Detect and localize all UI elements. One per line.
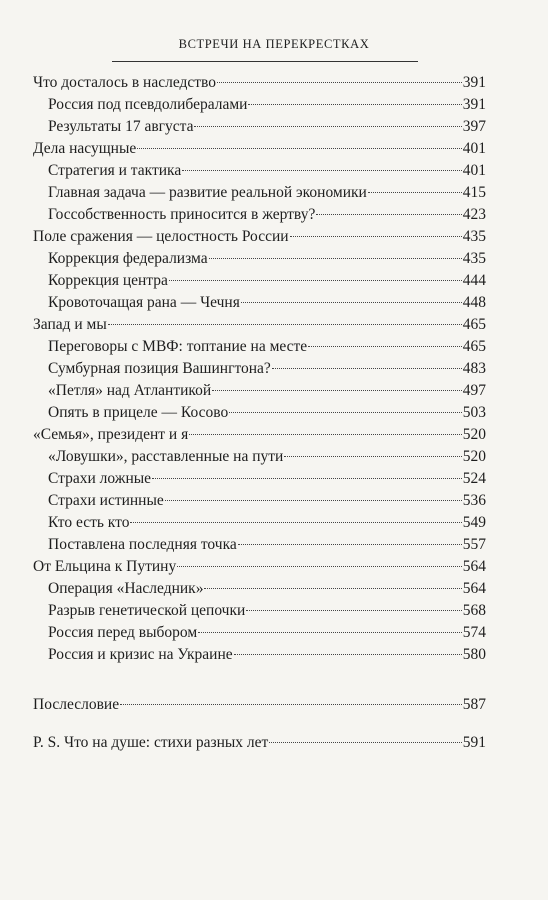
toc-entry[interactable] (48, 270, 486, 292)
toc-entry-title: P. S. Что на душе: стихи разных лет (33, 734, 269, 751)
toc-entry-title: Коррекция центра (48, 272, 168, 289)
toc-entry-page: 580 (462, 646, 486, 663)
toc-entry[interactable] (48, 358, 486, 380)
toc-entry-title: Запад и мы (33, 316, 107, 333)
toc-entry[interactable] (48, 380, 486, 402)
toc-leader-dots (284, 456, 461, 457)
toc-leader-dots (189, 434, 462, 435)
toc-entry-title: Госсобственность приносится в жертву? (48, 206, 316, 223)
toc-entry-title: Главная задача — развитие реальной экономики (48, 184, 367, 201)
toc-entry-title: Разрыв генетической цепочки (48, 602, 246, 619)
toc-entry[interactable] (48, 160, 486, 182)
toc-entry-title: Россия под псевдолибералами (48, 96, 248, 113)
toc-leader-dots (290, 236, 462, 237)
toc-leader-dots (165, 500, 462, 501)
toc-entry[interactable] (48, 490, 486, 512)
toc-entry[interactable] (48, 94, 486, 116)
toc-entry[interactable] (48, 336, 486, 358)
toc-leader-dots (204, 588, 461, 589)
toc-entry-page: 520 (462, 426, 486, 443)
toc-entry-title: Опять в прицеле — Косово (48, 404, 229, 421)
toc-entry-page: 591 (462, 734, 486, 751)
toc-leader-dots (120, 704, 462, 705)
toc-entry-title: Переговоры с МВФ: топтание на месте (48, 338, 308, 355)
toc-leader-dots (212, 390, 462, 391)
toc-entry[interactable] (48, 292, 486, 314)
toc-entry[interactable] (48, 534, 486, 556)
toc-entry-page: 391 (462, 96, 486, 113)
toc-entry-page: 564 (462, 580, 486, 597)
toc-leader-dots (269, 742, 461, 743)
toc-entry[interactable] (33, 72, 486, 94)
toc-leader-dots (234, 654, 462, 655)
toc-entry-page: 568 (462, 602, 486, 619)
toc-entry[interactable] (33, 556, 486, 578)
toc-leader-dots (241, 302, 462, 303)
toc-leader-dots (182, 170, 462, 171)
toc-leader-dots (238, 544, 462, 545)
toc-entry[interactable] (48, 182, 486, 204)
toc-entry-title: Операция «Наследник» (48, 580, 204, 597)
toc-leader-dots (368, 192, 462, 193)
toc-entry-page: 444 (462, 272, 486, 289)
toc-entry-page: 536 (462, 492, 486, 509)
toc-leader-dots (229, 412, 462, 413)
toc-leader-dots (130, 522, 461, 523)
toc-entry[interactable] (48, 204, 486, 226)
toc-entry-title: Результаты 17 августа (48, 118, 194, 135)
toc-leader-dots (169, 280, 462, 281)
toc-entry-title: Дела насущные (33, 140, 137, 157)
toc-entry-page: 587 (462, 696, 486, 713)
running-header: ВСТРЕЧИ НА ПЕРЕКРЕСТКАХ (178, 37, 370, 51)
toc-entry-page: 574 (462, 624, 486, 641)
toc-entry-title: Кровоточащая рана — Чечня (48, 294, 240, 311)
toc-entry-title: Коррекция федерализма (48, 250, 208, 267)
toc-entry-page: 415 (462, 184, 486, 201)
toc-entry-title: Послесловие (33, 696, 120, 713)
toc-leader-dots (209, 258, 462, 259)
toc-leader-dots (177, 566, 462, 567)
toc-entry[interactable] (48, 512, 486, 534)
toc-entry-page: 391 (462, 74, 486, 91)
toc-entry-page: 497 (462, 382, 486, 399)
toc-entry-page: 557 (462, 536, 486, 553)
toc-entry-page: 448 (462, 294, 486, 311)
toc-entry[interactable] (48, 402, 486, 424)
toc-entry[interactable] (48, 446, 486, 468)
toc-leader-dots (246, 610, 461, 611)
toc-leader-dots (194, 126, 461, 127)
toc-entry-title: Страхи истинные (48, 492, 164, 509)
toc-entry-title: Поле сражения — целостность России (33, 228, 289, 245)
toc-entry[interactable] (33, 732, 486, 754)
toc-entry[interactable] (48, 622, 486, 644)
toc-entry[interactable] (33, 694, 486, 716)
toc-entry-title: Кто есть кто (48, 514, 130, 531)
toc-entry-page: 435 (462, 250, 486, 267)
toc-leader-dots (217, 82, 462, 83)
toc-entry-page: 520 (462, 448, 486, 465)
header-rule (112, 61, 418, 62)
toc-leader-dots (137, 148, 461, 149)
toc-entry-page: 564 (462, 558, 486, 575)
toc-entry[interactable] (48, 468, 486, 490)
toc-leader-dots (198, 632, 462, 633)
toc-entry-title: «Петля» над Атлантикой (48, 382, 212, 399)
toc-entry[interactable] (33, 226, 486, 248)
toc-entry[interactable] (48, 248, 486, 270)
toc-entry-title: Стратегия и тактика (48, 162, 182, 179)
toc-entry-page: 397 (462, 118, 486, 135)
toc-entry[interactable] (33, 424, 486, 446)
toc-entry[interactable] (33, 138, 486, 160)
toc-entry-page: 549 (462, 514, 486, 531)
toc-entry-page: 465 (462, 316, 486, 333)
toc-entry[interactable] (48, 644, 486, 666)
toc-entry[interactable] (48, 578, 486, 600)
toc-entry-title: Что досталось в наследство (33, 74, 217, 91)
toc-entry-page: 524 (462, 470, 486, 487)
toc-entry-page: 435 (462, 228, 486, 245)
toc-leader-dots (308, 346, 462, 347)
toc-leader-dots (108, 324, 462, 325)
toc-leader-dots (316, 214, 461, 215)
toc-leader-dots (152, 478, 462, 479)
toc-entry[interactable] (48, 600, 486, 622)
toc-entry-page: 503 (462, 404, 486, 421)
toc-entry-title: От Ельцина к Путину (33, 558, 177, 575)
toc-leader-dots (248, 104, 461, 105)
toc-entry-title: Россия перед выбором (48, 624, 198, 641)
toc-entry-title: «Семья», президент и я (33, 426, 189, 443)
toc-entry-title: «Ловушки», расставленные на пути (48, 448, 284, 465)
toc-entry-page: 483 (462, 360, 486, 377)
toc-leader-dots (272, 368, 462, 369)
toc-entry-page: 423 (462, 206, 486, 223)
toc-entry-page: 401 (462, 140, 486, 157)
toc-entry-page: 401 (462, 162, 486, 179)
toc-entry[interactable] (33, 314, 486, 336)
toc-entry-title: Сумбурная позиция Вашингтона? (48, 360, 271, 377)
toc-entry[interactable] (48, 116, 486, 138)
toc-entry-page: 465 (462, 338, 486, 355)
toc-entry-title: Россия и кризис на Украине (48, 646, 233, 663)
toc-entry-title: Поставлена последняя точка (48, 536, 237, 553)
toc-entry-title: Страхи ложные (48, 470, 152, 487)
